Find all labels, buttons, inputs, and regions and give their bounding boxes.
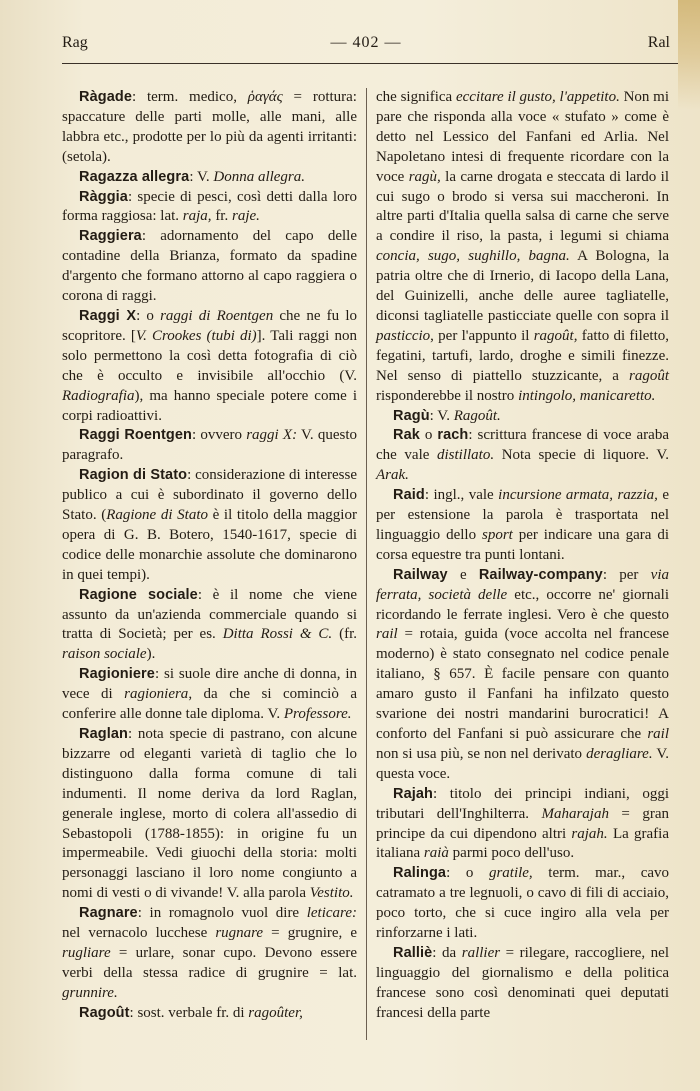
header-last-word: Ral	[647, 34, 670, 51]
entry-headword-variant: Railway-company	[478, 566, 603, 583]
entry-italic-term: pasticcio	[376, 327, 431, 344]
entry-italic-term: Ragoût.	[453, 407, 501, 424]
entry-italic-term: ragù,	[408, 168, 441, 185]
entry-text: e	[447, 566, 479, 583]
entry-italic-term: ragoût	[628, 367, 669, 384]
entry-text: (fr.	[332, 626, 357, 643]
entry-text: : term. medico,	[131, 89, 248, 105]
entry-text: è il titolo della maggior opera di G. B. Botero, 1540-1617, specie di codice delle monarchie assolute che dominarono in quei tempi).	[62, 507, 357, 583]
entry-text: ).	[146, 646, 156, 663]
entry-italic-term: eccitare il gusto, l'appetito.	[455, 89, 620, 105]
entry-headword: Ràggia	[79, 188, 128, 205]
dictionary-entry	[376, 407, 669, 427]
entry-text: : o	[446, 865, 489, 882]
entry-text: : o	[136, 307, 161, 324]
dictionary-entry	[62, 725, 357, 904]
entry-headword: Ràgade	[79, 89, 132, 105]
entry-headword: Ragioniere	[79, 666, 155, 683]
entry-text: , da che si cominciò a conferire alle donne tale diploma. V.	[62, 686, 357, 723]
entry-text: ]. Tali raggi non solo permettono la così detta fotografia di ciò che è occulto e invisibile all'occhio (V.	[62, 327, 357, 384]
entry-italic-term: Donna allegra.	[213, 168, 306, 185]
entry-text: che ne fu lo scopritore. [	[62, 307, 357, 344]
entry-text: o	[419, 427, 438, 444]
entry-headword: Raggi X	[79, 307, 137, 324]
entry-headword: Rajah	[393, 785, 433, 802]
entry-italic-term: deragliare.	[586, 745, 653, 762]
entry-italic-term: concia, sugo, sughillo, bagna.	[376, 248, 570, 265]
entry-text: : considerazione di interesse publico a cui è subordinato il governo dello Stato. (	[62, 467, 357, 524]
dictionary-entry	[62, 466, 357, 585]
running-header	[62, 34, 670, 58]
entry-italic-term: raggi di Roentgen	[160, 307, 274, 324]
entry-headword: Ragione sociale	[79, 586, 198, 603]
entry-headword: Ragazza allegra	[79, 168, 190, 185]
entry-italic-term: Professore.	[283, 706, 352, 723]
entry-text: parmi poco dell'uso.	[448, 845, 575, 862]
entry-text: che significa	[376, 89, 456, 105]
entry-italic-term: Ragione di Stato	[106, 507, 208, 524]
entry-italic-term: intingolo, manicaretto.	[518, 387, 656, 404]
dictionary-entry	[62, 665, 357, 725]
left-column	[62, 88, 357, 1024]
entry-italic-term: rajah.	[571, 825, 608, 842]
entry-text: : ovvero	[192, 427, 247, 444]
entry-italic-term: via ferrata, società delle	[376, 566, 669, 603]
entry-text: La grafia italiana	[376, 825, 670, 862]
entry-italic-term: Vestito.	[309, 885, 354, 902]
entry-italic-term: raià	[423, 845, 449, 862]
entry-text: : è il nome che viene assunto da un'azienda commerciale quando si tratta di Società; per es.	[62, 586, 357, 643]
entry-italic-term: Ditta Rossi & C.	[222, 626, 333, 643]
dictionary-entry	[62, 227, 357, 307]
dictionary-entry	[62, 904, 357, 1004]
dictionary-entry	[376, 88, 669, 407]
entry-text: ), ma hanno speciale potere come i corpi radioattivi.	[62, 387, 357, 424]
entry-italic-term: raje.	[231, 208, 260, 225]
entry-headword: Railway	[393, 566, 448, 583]
entry-italic-term: ragoûter,	[248, 1004, 303, 1021]
entry-text: term. mar., cavo catramato a tre legnuoli, o cavo di fili di acciaio, poco torto, che si cuce ingiro alla vela per rinforzarne i lati.	[376, 865, 670, 942]
entry-text: Nota specie di liquore. V.	[494, 447, 669, 464]
entry-italic-term: incursione armata, razzia,	[498, 487, 658, 504]
entry-text: etc., occorre ne' giornali ricordando le ferrate inglesi. Vero è che questo	[376, 586, 669, 623]
entry-headword-variant: rach	[437, 427, 469, 444]
entry-italic-term: sport	[481, 526, 513, 543]
dictionary-entry	[376, 426, 669, 486]
entry-headword: Ragion di Stato	[79, 467, 188, 484]
dictionary-entry	[62, 307, 357, 426]
dictionary-entry	[376, 785, 669, 865]
entry-headword: Raggiera	[79, 228, 142, 245]
entry-text: Non mi pare che risponda alla voce « stufato » come è detto nel Lessico del Fanfani ed Arlia. Nel Napoletano intesi di frequente ricordare con la voce	[376, 89, 670, 185]
entry-text: nel vernacolo lucchese	[62, 925, 216, 942]
entry-text: fr.	[211, 208, 232, 225]
column-divider	[366, 88, 367, 1040]
entry-text: e per estensione la parola è trasportata nel linguaggio dello	[376, 487, 669, 543]
entry-text: fatto di filetto, fegatini, tartufi, lardo, droghe e simili finezze. Nel senso di piattello stuzzicante, a	[376, 327, 669, 384]
entry-italic-term: V. Crookes (tubi di)	[135, 327, 257, 344]
entry-italic-term: rail	[647, 726, 669, 742]
dictionary-entry	[62, 188, 357, 228]
entry-text: = grugnire, e	[263, 925, 357, 942]
header-first-word: Rag	[62, 34, 88, 51]
entry-headword: Rak	[393, 427, 420, 444]
entry-text: risponderebbe il nostro	[376, 387, 519, 404]
entry-text: non si usa più, se non nel derivato	[376, 745, 587, 762]
entry-headword: Ragù	[393, 407, 430, 424]
entry-italic-term: ragioniera	[124, 686, 189, 703]
entry-text: : specie di pesci, così detti dalla loro forma raggiosa: lat.	[62, 188, 357, 225]
entry-text: : in romagnolo vuol dire	[137, 905, 307, 922]
dictionary-entry	[62, 426, 357, 466]
entry-italic-term: Radiografia	[62, 387, 135, 404]
dictionary-entry	[62, 168, 357, 188]
entry-text: : sost. verbale fr. di	[129, 1004, 249, 1021]
entry-italic-term: ῥαγάς	[247, 89, 283, 105]
header-rule	[62, 63, 678, 64]
entry-text: : da	[432, 944, 462, 961]
entry-italic-term: leticare:	[306, 905, 357, 922]
page-edge-stain	[678, 0, 700, 110]
entry-italic-term: raja,	[182, 208, 212, 225]
entry-headword: Ragnare	[79, 905, 138, 922]
entry-italic-term: Arak.	[376, 467, 409, 484]
entry-italic-term: grunnire.	[62, 984, 118, 1001]
entry-text: : scrittura francese di voce araba che vale	[376, 427, 669, 464]
entry-italic-term: raggi X:	[246, 427, 298, 444]
entry-text: = urlare, sonar cupo. Devono essere verbi della stessa radice di grugnire = lat.	[62, 944, 357, 981]
dictionary-entry	[62, 586, 357, 666]
entry-italic-term: Maharajah	[541, 805, 609, 822]
entry-italic-term: rail	[376, 626, 398, 643]
entry-text: V. questo paragrafo.	[62, 427, 357, 464]
entry-text: : V.	[429, 407, 454, 424]
entry-headword: Ralliè	[393, 944, 433, 961]
entry-text: : ingl., vale	[424, 487, 499, 504]
entry-text: per indicare una gara di corsa equestre tra punti lontani.	[376, 526, 669, 563]
entry-headword: Raggi Roentgen	[79, 427, 193, 444]
entry-text: = rilegare, raccogliere, nel linguaggio del giornalismo e della politica francese sono così denominati quei deputati francesi della parte	[376, 944, 669, 1021]
entry-italic-term: raison sociale	[62, 646, 147, 663]
entry-text: = rottura: spaccature delle parti molle, alle mani, alle labbra etc., prodotte per lo più da agenti irritanti: (setola).	[62, 89, 357, 165]
entry-text: : si suole dire anche di donna, in vece di	[62, 666, 357, 703]
entry-text: V. questa voce.	[376, 745, 669, 782]
entry-italic-term: ragoût,	[533, 327, 578, 344]
entry-text: : titolo dei principi indiani, oggi tributari dell'Inghilterra.	[376, 785, 669, 822]
entry-italic-term: rugliare	[62, 944, 111, 961]
entry-text: : per	[602, 566, 651, 583]
entry-italic-term: distillato.	[437, 447, 495, 464]
dictionary-entry	[62, 88, 357, 168]
entry-headword: Raid	[393, 487, 425, 504]
entry-text: : V.	[189, 168, 214, 185]
entry-text: = gran principe da cui dipendono altri	[376, 805, 669, 842]
page-number: — 402 —	[330, 34, 402, 51]
entry-headword: Raglan	[79, 726, 128, 742]
entry-text: , per l'appunto il	[430, 327, 534, 344]
entry-italic-term: gratile,	[488, 865, 533, 882]
dictionary-entry	[62, 1004, 357, 1024]
entry-text: A Bologna, la patria oltre che di Irnerio, di Iacopo della Lana, del Guinizelli, anche delle auree tagliatelle, diconsi tagliatelle pasticciate quelle con sopra il	[376, 248, 669, 324]
dictionary-entry	[376, 566, 669, 785]
entry-text: la carne drogata e steccata di lardo il cui sugo o brodo si versa sui maccheroni. In altre parti d'Italia quella salsa di carne che serve a condire il riso, la pasta, i legumi si chiama	[376, 168, 669, 245]
entry-italic-term: rugnare	[215, 925, 264, 942]
entry-text: = rotaia, guida (voce accolta nel francese moderno) è stato consegnato nel codice penale italiano, § 657. È facile pensare con quanto amaro gusto il Fanfani ha infilzato questo svarione dei nostri mandarini burocratici! A conforto del Fanfani si può assicurare che	[376, 626, 669, 742]
entry-text: : adornamento del capo delle contadine della Brianza, formato da spadine d'argento che formano attorno al capo raggiera o corona di raggi.	[62, 228, 357, 305]
dictionary-entry	[376, 486, 669, 566]
entry-italic-term: rallier	[461, 944, 501, 961]
entry-headword: Ralinga	[393, 865, 447, 882]
right-column	[376, 88, 669, 1024]
entry-text: : nota specie di pastrano, con alcune bizzarre od eleganti varietà di taglio che lo distinguono dalla forma comune di tali indumenti. Il nome deriva da lord Raglan, generale inglese, morto di colera all'assedio di Sebastopoli (1788-1855): in origine fu un impermeabile. Vedi giuochi della storia: molti personaggi lasciano il loro nome congiunto a nomi di vesti o di vivande! V. alla parola	[62, 726, 357, 902]
dictionary-entry	[376, 864, 669, 944]
entry-headword: Ragoût	[79, 1004, 130, 1021]
dictionary-entry	[376, 944, 669, 1024]
